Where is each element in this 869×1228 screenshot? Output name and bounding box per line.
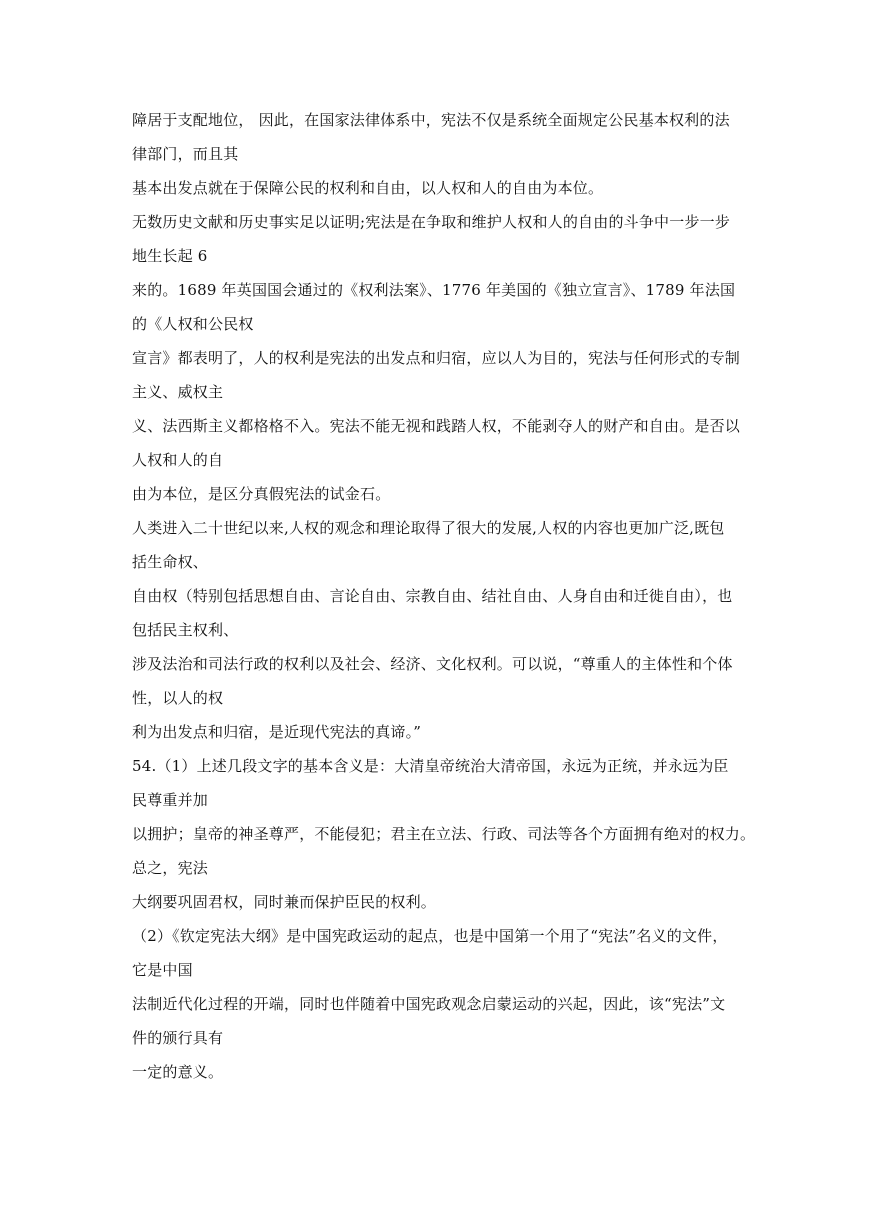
text-line: 大纲要巩固君权，同时兼而保护臣民的权利。 xyxy=(132,893,437,911)
text-line: 民尊重并加 xyxy=(132,791,209,809)
text-line: 宣言》都表明了，人的权利是宪法的出发点和归宿，应以人为目的，宪法与任何形式的专制 xyxy=(132,349,741,367)
text-line: 利为出发点和归宿，是近现代宪法的真谛。” xyxy=(132,723,422,741)
text-line: 以拥护；皇帝的神圣尊严，不能侵犯；君主在立法、行政、司法等各个方面拥有绝对的权力。 xyxy=(132,825,756,843)
text-line: 无数历史文献和历史事实足以证明;宪法是在争取和维护人权和人的自由的斗争中一步一步 xyxy=(132,213,731,231)
text-line: 来的。1689 年英国国会通过的《权利法案》、1776 年美国的《独立宣言》、1789 年法国 xyxy=(132,281,736,299)
text-line: 人类进入二十世纪以来,人权的观念和理论取得了很大的发展,人权的内容也更加广泛,既包 xyxy=(132,519,725,537)
text-line: 人权和人的自 xyxy=(132,451,224,469)
text-line: 性，以人的权 xyxy=(132,689,224,707)
text-line: 主义、威权主 xyxy=(132,383,224,401)
text-line: 义、法西斯主义都格格不入。宪法不能无视和践踏人权，不能剥夺人的财产和自由。是否以 xyxy=(132,417,741,435)
text-line: 地生长起 6 xyxy=(132,247,208,265)
text-line: 包括民主权利、 xyxy=(132,621,239,639)
text-line: 总之，宪法 xyxy=(132,859,209,877)
text-line: 障居于支配地位， 因此，在国家法律体系中，宪法不仅是系统全面规定公民基本权利的法 xyxy=(132,111,730,129)
text-line: 基本出发点就在于保障公民的权利和自由，以人权和人的自由为本位。 xyxy=(132,179,604,197)
text-line: 自由权（特别包括思想自由、言论自由、宗教自由、结社自由、人身自由和迁徙自由），也 xyxy=(132,587,733,605)
text-line: 涉及法治和司法行政的权利以及社会、经济、文化权利。可以说，“尊重人的主体性和个体 xyxy=(132,655,733,673)
text-line: 54.（1）上述几段文字的基本含义是：大清皇帝统治大清帝国，永远为正统，并永远为臣 xyxy=(132,757,729,775)
document-body xyxy=(132,103,756,1089)
text-line: 由为本位，是区分真假宪法的试金石。 xyxy=(132,485,391,503)
text-line: 括生命权、 xyxy=(132,553,209,571)
text-line: 件的颁行具有 xyxy=(132,1029,224,1047)
text-line: 它是中国 xyxy=(132,961,193,979)
text-line: 法制近代化过程的开端，同时也伴随着中国宪政观念启蒙运动的兴起，因此，该“宪法”文 xyxy=(132,995,726,1013)
text-line: （2）《钦定宪法大纲》是中国宪政运动的起点，也是中国第一个用了“宪法”名义的文件， xyxy=(132,927,728,945)
text-line: 一定的意义。 xyxy=(132,1063,224,1081)
text-line: 的《人权和公民权 xyxy=(132,315,254,333)
text-line: 律部门，而且其 xyxy=(132,145,239,163)
